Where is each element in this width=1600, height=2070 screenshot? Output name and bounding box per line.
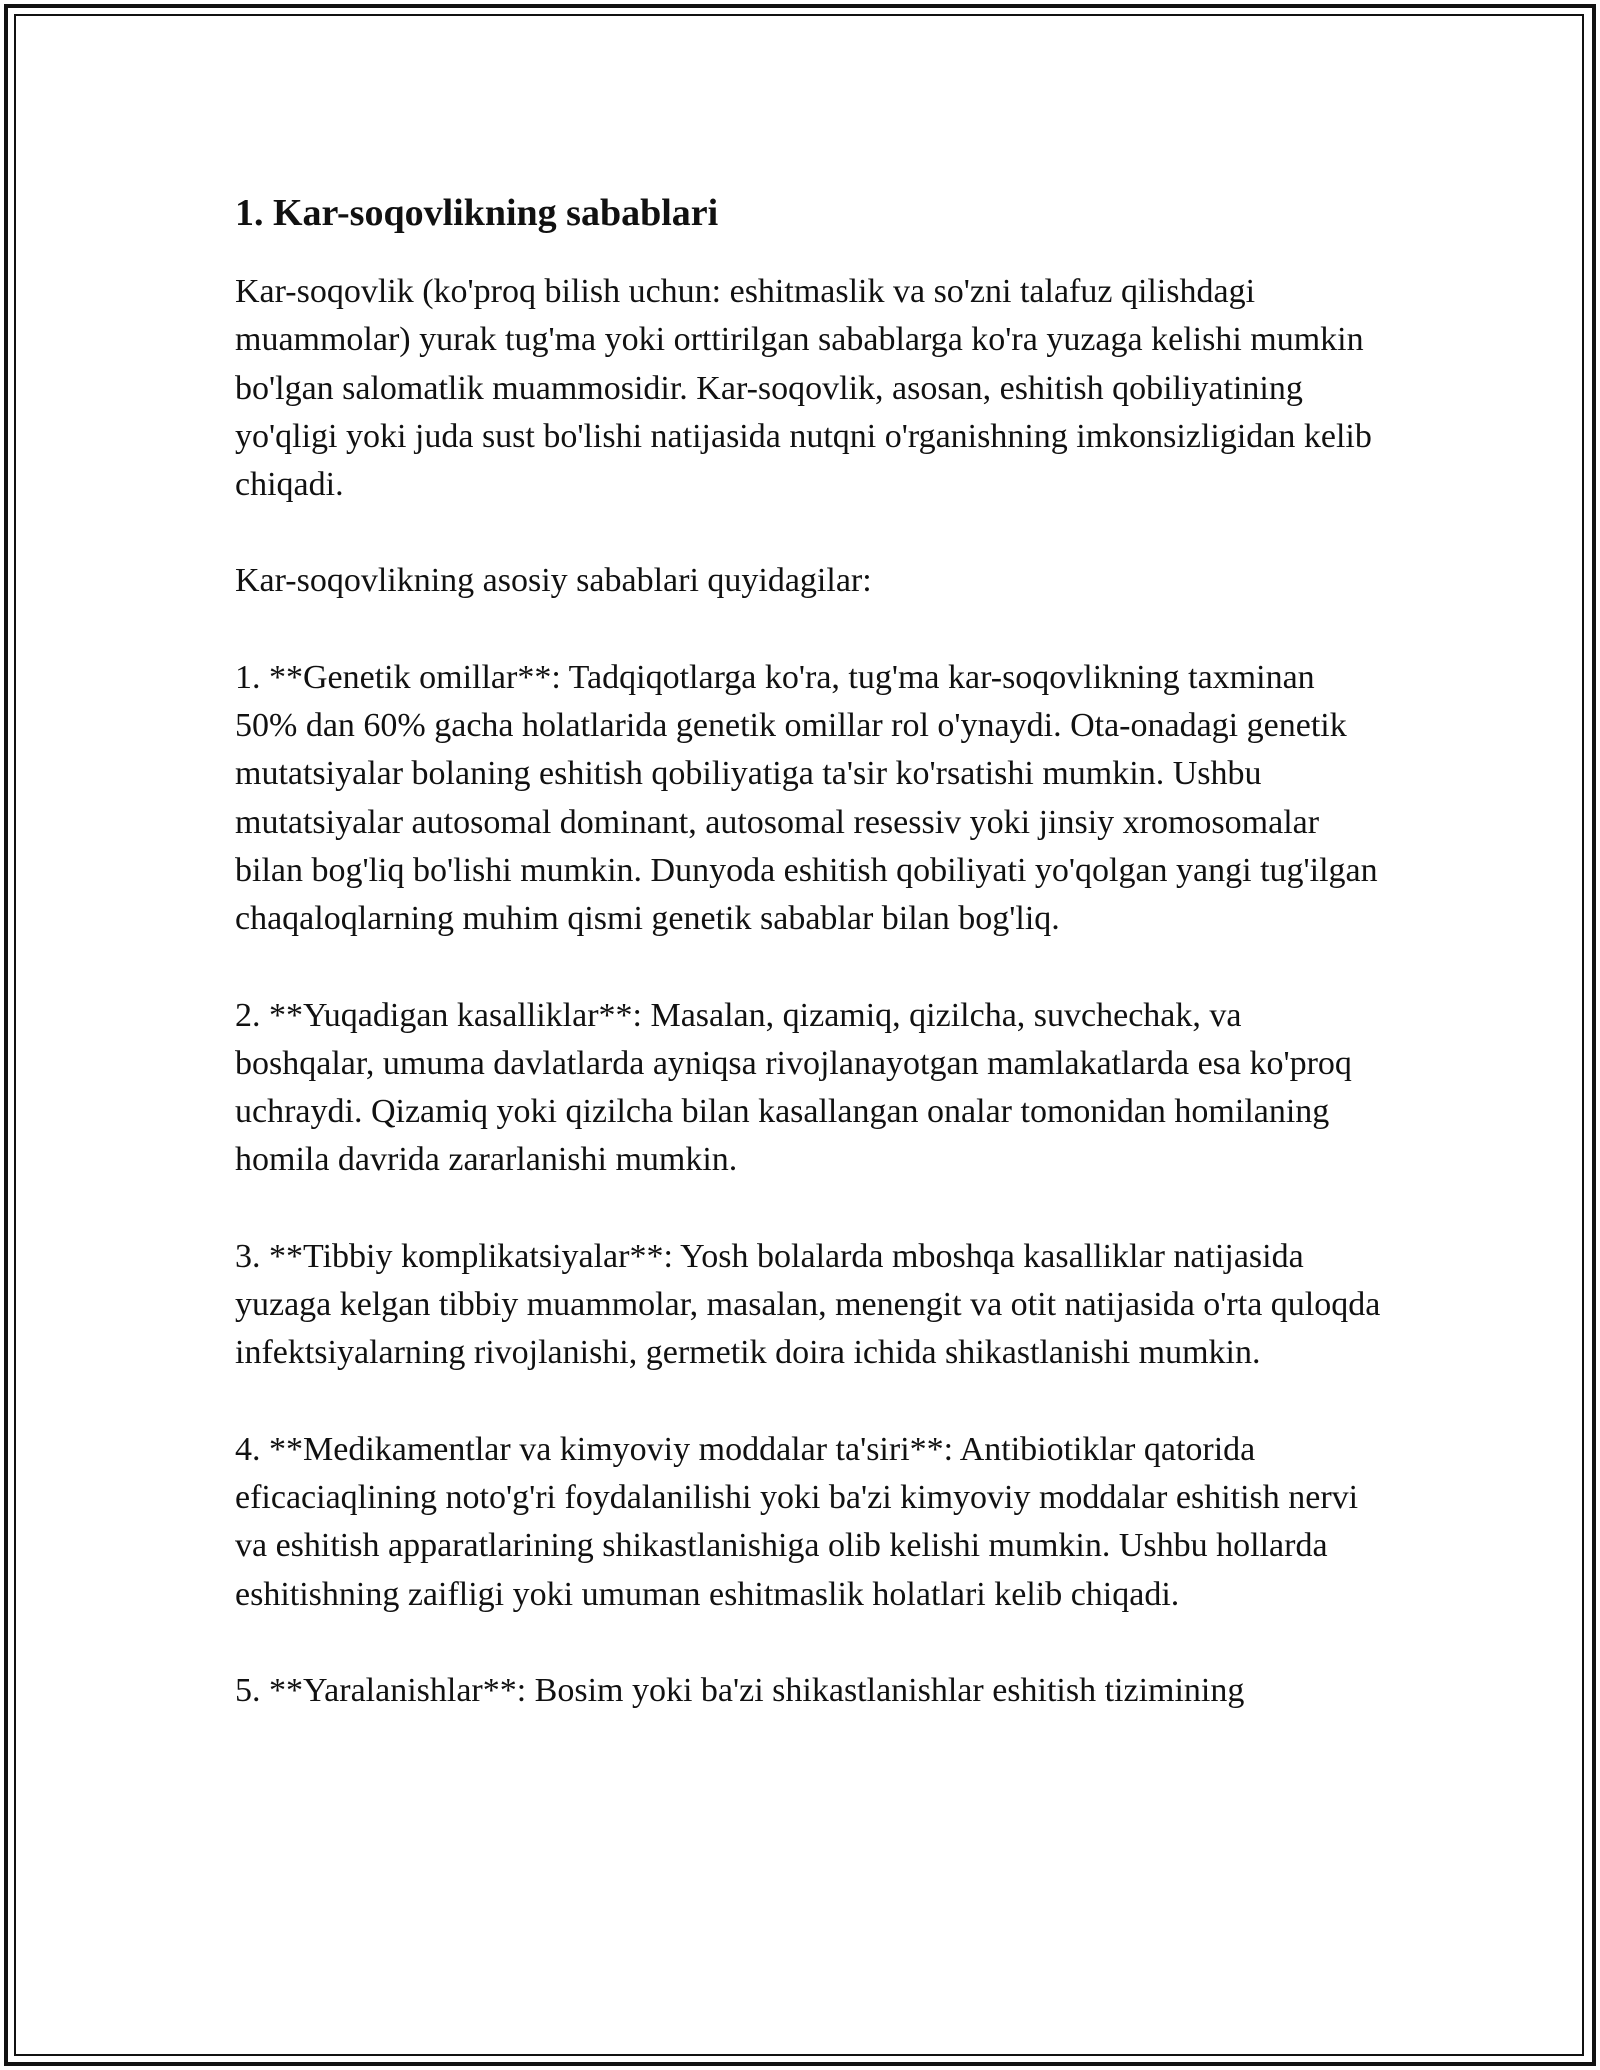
cause-genetic-factors: 1. **Genetik omillar**: Tadqiqotlarga ko'ra, tug'ma kar-soqovlikning taxminan 50% dan 60% gacha holatlarida genetik omillar rol o'ynaydi. Ota-onadagi genetik mutatsiyalar bolaning eshitish qobiliyatiga ta'sir ko'rsatishi mumkin. Ushbu mutatsiyalar autosomal dominant, autosomal resessiv yoki jinsiy xromosomalar bilan bog'liq bo'lishi mumkin. Dunyoda eshitish qobiliyati yo'qolgan yangi tug'ilgan chaqaloqlarning muhim qismi genetik sabablar bilan bog'liq. bbox=[235, 658, 1378, 938]
causes-lead-in: Kar-soqovlikning asosiy sabablari quyidagilar: bbox=[235, 562, 872, 600]
cause-medical-complications: 3. **Tibbiy komplikatsiyalar**: Yosh bolalarda mboshqa kasalliklar natijasida yuzaga kelgan tibbiy muammolar, masalan, menengit va otit natijasida o'rta quloqda infektsiyalarning rivojlanishi, germetik doira ichida shikastlanishi mumkin. bbox=[235, 1237, 1381, 1372]
intro-paragraph: Kar-soqovlik (ko'proq bilish uchun: eshitmaslik va so'zni talafuz qilishdagi muammolar) yurak tug'ma yoki orttirilgan sabablarga ko'ra yuzaga kelishi mumkin bo'lgan salomatlik muammosidir. Kar-soqovlik, asosan, eshitish qobiliyatining yo'qligi yoki juda sust bo'lishi natijasida nutqni o'rganishning imkonsizligidan kelib chiqadi. bbox=[235, 273, 1372, 504]
section-heading: 1. Kar-soqovlikning sabablari bbox=[235, 192, 719, 234]
cause-medications-chemicals: 4. **Medikamentlar va kimyoviy moddalar ta'siri**: Antibiotiklar qatorida eficaciaqlining noto'g'ri foydalanilishi yoki ba'zi kimyoviy moddalar eshitish nervi va eshitish apparatlarining shikastlanishiga olib kelishi mumkin. Ushbu hollarda eshitishning zaifligi yoki umuman eshitmaslik holatlari kelib chiqadi. bbox=[235, 1430, 1359, 1613]
cause-injuries: 5. **Yaralanishlar**: Bosim yoki ba'zi shikastlanishlar eshitish tizimining bbox=[235, 1671, 1245, 1709]
cause-infectious-diseases: 2. **Yuqadigan kasalliklar**: Masalan, qizamiq, qizilcha, suvchechak, va boshqalar, umuma davlatlarda ayniqsa rivojlanayotgan mamlakatlarda esa ko'proq uchraydi. Qizamiq yoki qizilcha bilan kasallangan onalar tomonidan homilaning homila davrida zararlanishi mumkin. bbox=[235, 996, 1352, 1179]
document-body bbox=[235, 188, 1385, 1763]
